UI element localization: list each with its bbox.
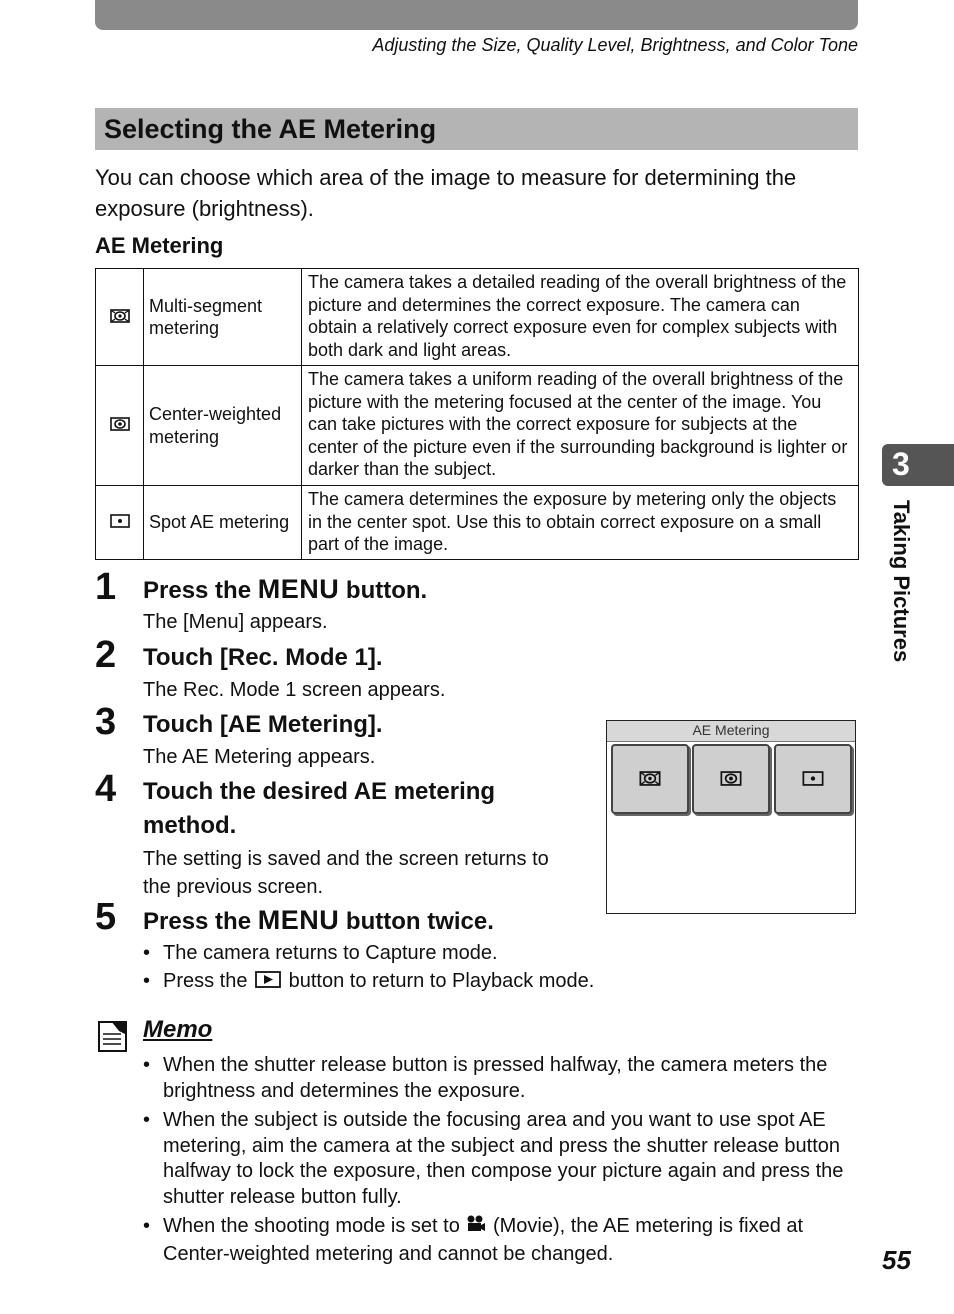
multi-segment-metering-icon — [639, 771, 661, 786]
memo-list — [143, 1053, 858, 1271]
metering-description: The camera takes a uniform reading of the overall brightness of the picture with the metering focused at the center of the image. You can take pictures with the correct exposure for subjects at the center of the picture even if the surrounding background is lighter or darker than the subject. — [302, 366, 859, 486]
movie-icon — [465, 1214, 487, 1242]
step-number: 3 — [95, 701, 117, 743]
metering-table — [95, 268, 859, 560]
step-description: The [Menu] appears. — [143, 611, 328, 633]
metering-description: The camera takes a detailed reading of the overall brightness of the picture and determines the correct exposure. The camera can obtain a relatively correct exposure even for complex subjects with both dark and light areas. — [302, 269, 859, 366]
table-row — [96, 269, 859, 366]
step-title-text: Press the — [143, 908, 258, 935]
list-item: • The camera returns to Capture mode. — [143, 942, 498, 964]
chapter-tab — [882, 444, 954, 486]
chapter-label-text: Taking Pictures — [889, 500, 914, 663]
step-title: Touch the desired AE metering — [143, 778, 496, 805]
step-description: The AE Metering appears. — [143, 746, 376, 768]
step-description: The setting is saved and the screen returns to — [143, 848, 549, 870]
spot-metering-option[interactable] — [774, 744, 852, 814]
section-heading — [95, 108, 858, 150]
list-item: • When the shooting mode is set to (Movie), the AE metering is fixed at Center-weighted metering and cannot be changed. — [143, 1215, 804, 1265]
list-item-text: button to return to Playback mode. — [283, 970, 595, 992]
step-title-text: button. — [339, 577, 428, 604]
chapter-number: 3 — [892, 446, 910, 482]
list-item: • When the subject is outside the focusing area and you want to use spot AE metering, aim the camera at the subject and press the shutter release button halfway to lock the exposure, then compose your picture again and press the shutter release button fully. — [143, 1109, 844, 1208]
spot-metering-icon — [96, 486, 144, 560]
running-title: Adjusting the Size, Quality Level, Brightness, and Color Tone — [372, 35, 858, 55]
table-row — [96, 366, 859, 486]
step-number: 2 — [95, 634, 117, 676]
center-weighted-metering-icon — [96, 366, 144, 486]
intro-paragraph: You can choose which area of the image to measure for determining the exposure (brightness). — [95, 165, 797, 221]
step-number: 1 — [95, 566, 117, 608]
step-title: method. — [143, 812, 237, 839]
step-title — [143, 574, 427, 605]
step-number: 5 — [95, 896, 117, 938]
metering-name: Spot AE metering — [144, 486, 302, 560]
section-title: Selecting the AE Metering — [104, 114, 437, 144]
step-title — [143, 905, 494, 936]
list-item: • When the shutter release button is pressed halfway, the camera meters the brightness and determines the exposure. — [143, 1054, 828, 1102]
list-item-text: The camera returns to Capture mode. — [163, 942, 498, 964]
list-item-text: Press the — [163, 970, 254, 992]
center-weighted-metering-icon — [720, 771, 742, 786]
menu-key-label: MENU — [257, 905, 340, 935]
multi-segment-metering-icon — [96, 269, 144, 366]
center-weighted-metering-option[interactable] — [692, 744, 770, 814]
step-description: the previous screen. — [143, 876, 324, 898]
step-number: 4 — [95, 768, 117, 810]
step-title-text: button twice. — [339, 908, 494, 935]
spot-metering-icon — [802, 771, 824, 786]
list-item-text: When the shutter release button is pressed halfway, the camera meters the brightness and determines the exposure. — [163, 1054, 828, 1102]
list-item-text: When the shooting mode is set to — [163, 1215, 466, 1237]
metering-description: The camera determines the exposure by metering only the objects in the center spot. Use this to obtain correct exposure on a small part of the image. — [302, 486, 859, 560]
step-title-text: Press the — [143, 577, 258, 604]
multi-segment-metering-option[interactable] — [611, 744, 689, 814]
metering-name: Multi-segment metering — [144, 269, 302, 366]
screen-title: AE Metering — [607, 721, 855, 742]
metering-name: Center-weighted metering — [144, 366, 302, 486]
step-title: Touch [Rec. Mode 1]. — [143, 644, 383, 671]
chapter-label — [889, 500, 916, 690]
page-number: 55 — [882, 1245, 911, 1275]
step-description: The Rec. Mode 1 screen appears. — [143, 679, 446, 701]
memo-title: Memo — [143, 1016, 213, 1043]
header-bar — [95, 0, 858, 30]
list-item: • Press the button to return to Playback mode. — [143, 970, 595, 992]
step-title: Touch [AE Metering]. — [143, 711, 383, 738]
table-row — [96, 486, 859, 560]
table-heading: AE Metering — [95, 233, 224, 258]
menu-key-label: MENU — [257, 574, 340, 604]
memo-icon — [97, 1019, 129, 1058]
ae-metering-screen — [606, 720, 856, 914]
list-item-text: When the subject is outside the focusing area and you want to use spot AE metering, aim the camera at the subject and press the shutter release button halfway to lock the exposure, then compose your picture again and press the shutter release button fully. — [163, 1109, 844, 1208]
playback-icon — [255, 971, 281, 994]
list-item-text: (Movie), the AE metering is fixed at Center-weighted metering and cannot be changed. — [163, 1215, 804, 1265]
